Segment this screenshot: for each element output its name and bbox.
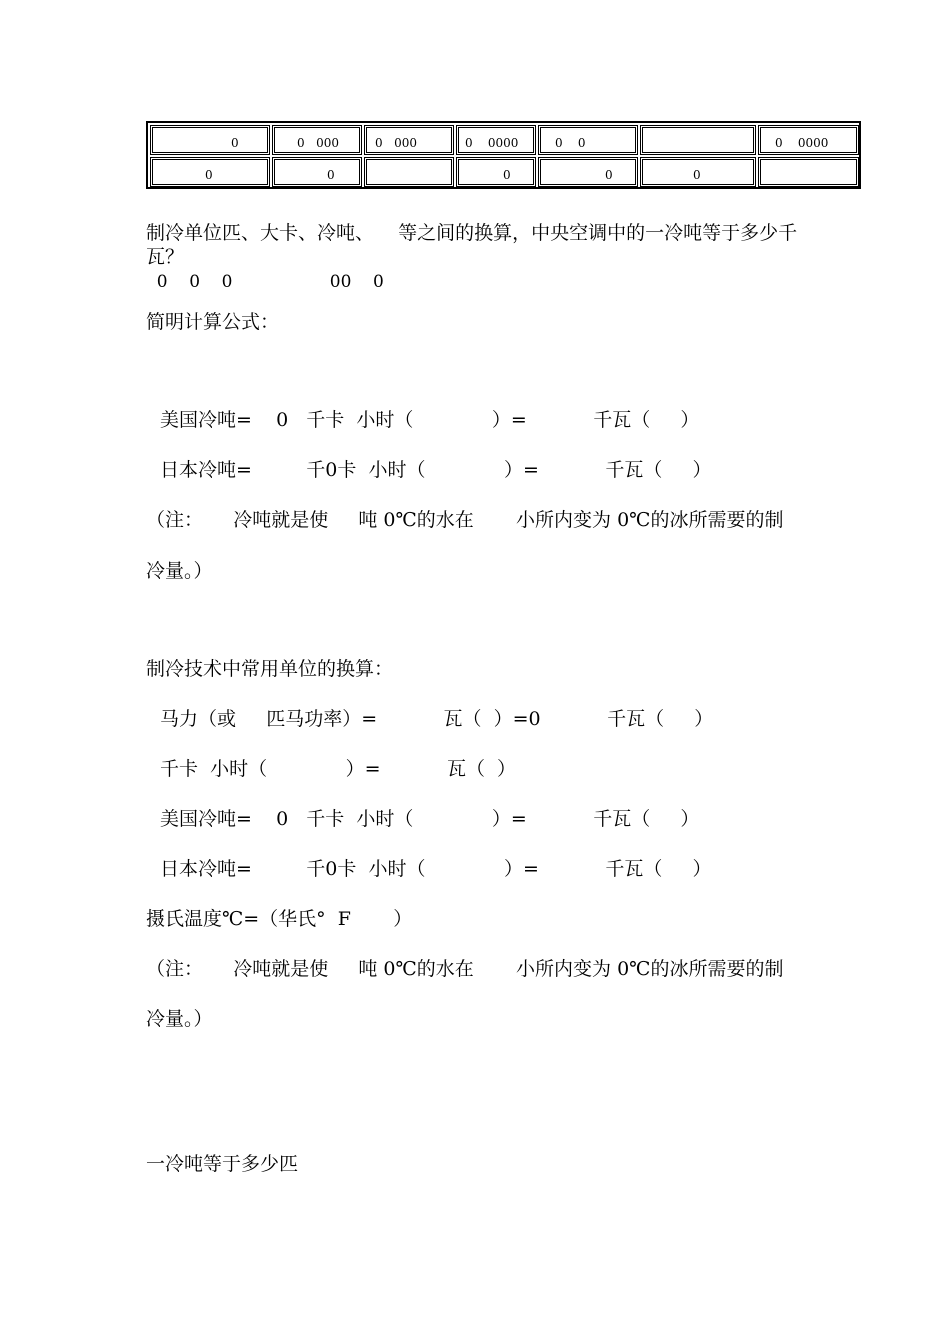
note-line-2: 冷量。） (146, 560, 213, 582)
table-cell: 0 (456, 157, 536, 187)
table-cell (640, 125, 756, 155)
conversion-us-ton: 美国冷吨= 0 千卡 小时（ ）= 千瓦（ ） (160, 808, 700, 830)
final-question: 一冷吨等于多少匹 (146, 1153, 299, 1175)
formula-us-ton: 美国冷吨= 0 千卡 小时（ ）= 千瓦（ ） (160, 409, 700, 431)
note-line-1: （注： 冷吨就是使 吨 0℃的水在 小所内变为 0℃的冰所需要的制 (146, 958, 784, 980)
conversion-temperature: 摄氏温度℃=（华氏° F ） (146, 908, 413, 930)
conversion-jp-ton: 日本冷吨= 千0卡 小时（ ）= 千瓦（ ） (160, 858, 712, 880)
table-cell: 0 0 (538, 125, 638, 155)
formula-jp-ton: 日本冷吨= 千0卡 小时（ ）= 千瓦（ ） (160, 459, 712, 481)
note-line-2: 冷量。） (146, 1008, 213, 1030)
table-cell: 0 (150, 125, 270, 155)
formula-heading: 简明计算公式： (146, 311, 280, 333)
table-cell: 0 0000 (758, 125, 859, 155)
table-cell (758, 157, 859, 187)
table-cell: 0 (272, 157, 362, 187)
table-cell: 0 (640, 157, 756, 187)
conversion-heading: 制冷技术中常用单位的换算： (146, 658, 394, 680)
table-cell: 0 000 (272, 125, 362, 155)
table-cell (364, 157, 454, 187)
data-table (146, 121, 861, 189)
question-line-1: 制冷单位匹、大卡、冷吨、 等之间的换算，中央空调中的一冷吨等于多少千 (146, 222, 798, 244)
note-line-1: （注： 冷吨就是使 吨 0℃的水在 小所内变为 0℃的冰所需要的制 (146, 509, 784, 531)
conversion-horsepower: 马力（或 匹马功率）= 瓦（ ）=0 千瓦（ ） (160, 708, 714, 730)
table-cell: 0 (150, 157, 270, 187)
table-cell: 0 000 (364, 125, 454, 155)
conversion-kcal: 千卡 小时（ ）= 瓦（ ） (160, 758, 517, 780)
table-cell: 0 (538, 157, 638, 187)
question-numbers: 0 0 0 00 0 (146, 272, 384, 292)
question-line-2: 瓦？ (146, 246, 185, 268)
table-cell: 0 0000 (456, 125, 536, 155)
